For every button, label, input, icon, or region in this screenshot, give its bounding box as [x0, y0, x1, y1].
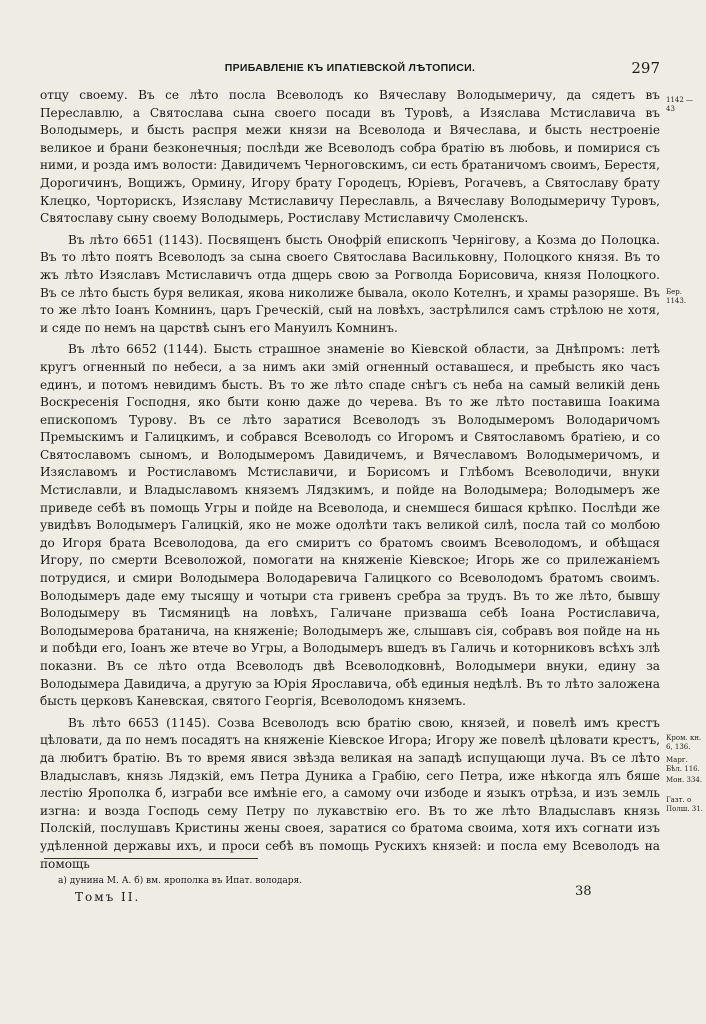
page-number: 297 — [631, 59, 660, 77]
running-title: ПРИБАВЛЕНІЕ КЪ ИПАТІЕВСКОЙ ЛѢТОПИСИ. — [224, 62, 476, 74]
margin-note: Марг. Бѣл. 116. — [666, 756, 700, 773]
signature-mark: 38 — [575, 884, 592, 899]
paragraph: Въ лѣто 6652 (1144). Бысть страшное знаменіе во Кіевской области, за Днѣпромъ: летѣ кругъ огненный по небеси, а за нимъ аки змій огненный оставашеся, и пребысть яко часъ единъ, и потомъ невидимъ бысть. Въ то же лѣто спаде снѣгъ съ неба на самый великій день Воскресенія Господня, яко быти коню даже до черева. Въ то же лѣто поставиша Іоакима епископомъ Турову. Въ се лѣто заратися Всеволодъ зъ Володымеромъ Володаричомъ Премыскимъ и Галицкимъ, и собрався Всеволодъ со Игоромъ и Святославомъ братіею, и со Святославомъ сыномъ, и Володымеромъ Давидичемъ, и Вячеславомъ Володымеричомъ, и Изяславомъ и Ростиславомъ Мстиславичи, и Борисомъ и Глѣбомъ Всеволодичи, внуки Мстиславли, и Владыславомъ княземъ Лядзкимъ, и пойде на Володымера; Володымеръ же приведе себѣ въ помощь Угры и пойде на Всеволода, и снемшеся бишася крѣпко. Послѣди же увидѣвъ Володымеръ Галицкій, яко не може одолѣти такъ великой силѣ, посла тай со молбою до Игоря брата Всеволодова, да его смиритъ со братомъ своимъ Всеволодомъ, и обѣщася Игору, по смерти Всеволожой, помогати на княженіе Кіевское; Игорь же со прилежаніемъ потрудися, и смири Володымера Володаревича Галицкого со Всеволодомъ братомъ своимъ. Володымеръ даде ему тысящу и чотыри ста гривенъ сребра за трудъ. Въ то же лѣто, бывшу Володымеру въ Тисмяницѣ на ловѣхъ, Галичане призваша себѣ Іоана Ростиславича, Володымерова братанича, на княженіе; Володымеръ же, слышавъ сія, собравъ воя пойде на нь и побѣди его, Іоанъ же втече во Угры, а Володымеръ вшедъ въ Галичь и которниковъ всѣхъ злѣ показни. Въ се лѣто отда Всеволодъ двѣ Всеволодковнѣ, Володымери внуки, едину за Володымера Давидича, а другую за Юрія Ярославича, обѣ единыя недѣлѣ. Въ то лѣто заложена бысть церковъ Каневская, святого Георгія, Всеволодомъ княземъ. — [40, 342, 660, 709]
volume-label: Томъ II. — [75, 890, 141, 904]
paragraph: Въ лѣто 6653 (1145). Созва Всеволодъ всю братію свою, князей, и повелѣ имъ крестъ цѣловати, да по немъ посадятъ на княженіе Кіевское Игора; Игору же повелѣ цѣловати крестъ, да любитъ братію. Въ то время явися звѣзда великая на западѣ испущающи луча. Въ се лѣто Владыславъ, князь Лядзкій, емъ Петра Дуника а Грабію, сего Петра, иже нѣкогда ялъ бяше лестію Ярополка б, изграби все имѣніе его, а самому очи избоде и языкъ отрѣза, и изъ земль изгна: и воздa Господь сему Петру по лукавствію его. Въ то же лѣто Владыславъ князь Полскій, послушавъ Кристины жены своея, заратися со братома своима, хотя ихъ согнати изъ удѣленной державы ихъ, и проси себѣ въ помощь Рускихъ князей: и посла ему Всеволодъ на помощь — [40, 715, 660, 871]
margin-note: Газт. о Полш. 31. — [666, 796, 703, 813]
margin-note: 1142 — 43 — [666, 96, 694, 113]
paragraph: Въ лѣто 6651 (1143). Посвященъ бысть Онофрій епископъ Чернігову, а Козма до Полоцка. Въ то лѣто поятъ Всеволодъ за сына своего Святослава Васильковну, Полоцкого князя. Въ то жъ лѣто Изяславъ Мстиславичъ отда дщерь свою за Рогволда Борисовича, князя Полоцкого. Въ се лѣто бысть буря великая, якова николиже бывала, около Котелнъ, и храмы разоряше. Въ то же лѣто Іоанъ Комнинъ, царъ Греческій, сый на ловѣхъ, застрѣлился самъ стрѣлою не хотя, и сяде по немъ на царствѣ сынъ его Мануилъ Комнинъ. — [40, 232, 660, 335]
footnote-divider — [44, 858, 258, 859]
paragraph: отцу своему. Въ се лѣто посла Всеволодъ ко Вячеславу Володымеричу, да сядетъ въ Переславлю, а Святослава сына своего посади въ Туровѣ, а Изяслава Мстиславича въ Володымерь, и бысть распря межи князи на Всеволода и Вячеслава, и бысть нестроеніе великое и брани безконечныя; послѣди же Всеволодъ собра братію въ любовь, и помирися съ ними, и розда имъ волости: Давидичемъ Черноговскимъ, си есть братаничомъ своимъ, Берестя, Дорогичинъ, Вощижъ, Ормину, Игору брату Городецъ, Юріевъ, Рогачевъ, а Святославу брату Клецко, Чорторискъ, Изяславу Мстиславичу Переславль, а Вячеславу Володымеричу Туровъ, Святославу сыну своему Володымерь, Ростиславу Мстиславичу Смоленскъ. — [40, 88, 660, 226]
page-header — [40, 59, 660, 80]
main-text — [40, 87, 660, 877]
margin-note: Бер. 1143. — [666, 288, 687, 305]
footnote: а) дунина М. А. б) вм. ярополка въ Ипат. володаря. — [58, 876, 303, 886]
margin-note: Мон. 334. — [666, 776, 703, 784]
margin-note: Кром. кн. 6, 136. — [666, 734, 702, 751]
